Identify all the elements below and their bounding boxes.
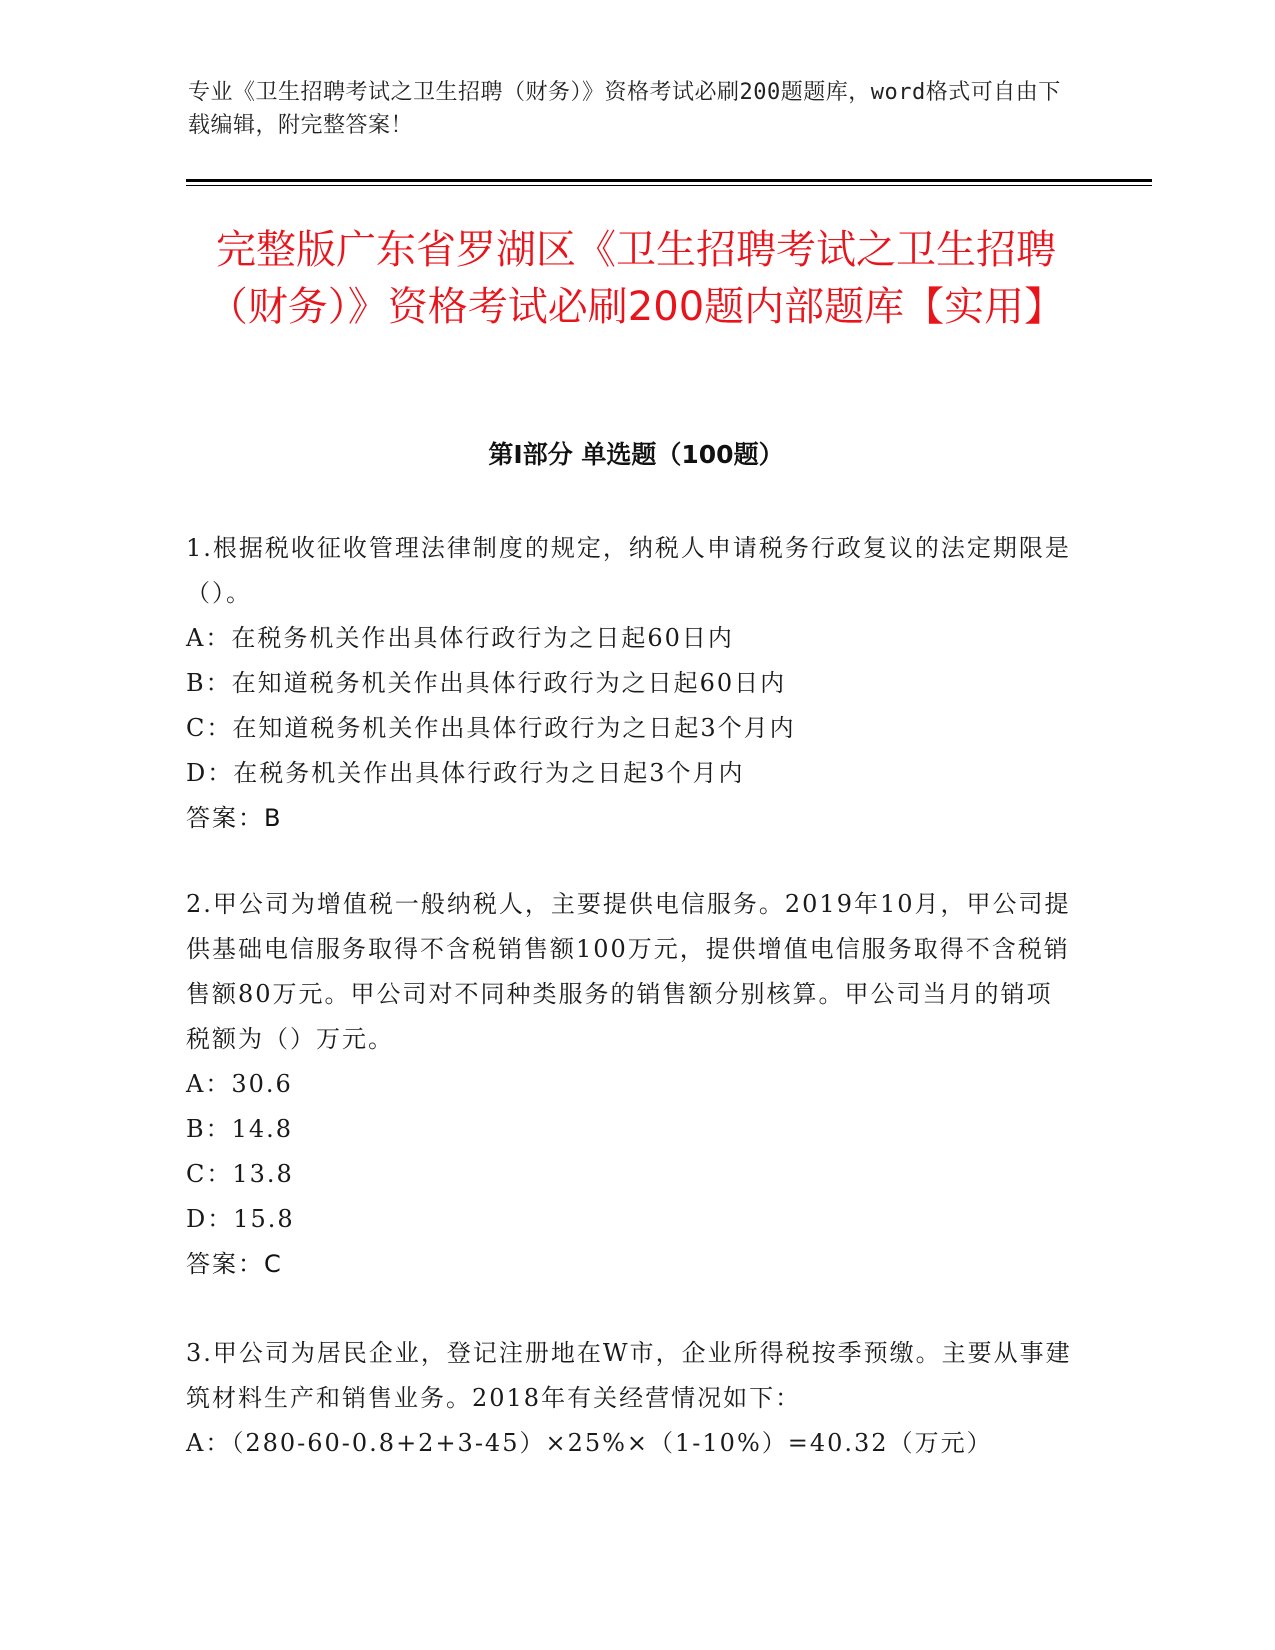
answer: 答案：B bbox=[186, 804, 283, 832]
header-note: 专业《卫生招聘考试之卫生招聘（财务）》资格考试必刷200题题库，word格式可自由下载编辑，附完整答案！ bbox=[188, 80, 1061, 138]
question-stem: 3.甲公司为居民企业，登记注册地在W市，企业所得税按季预缴。主要从事建筑材料生产和销售业务。2018年有关经营情况如下： bbox=[186, 1339, 1072, 1412]
option-b: B：14.8 bbox=[186, 1115, 294, 1143]
header-divider-thick bbox=[186, 179, 1152, 182]
option-d: D：在税务机关作出具体行政行为之日起3个月内 bbox=[186, 759, 745, 787]
section-title: 第I部分 单选题（100题） bbox=[488, 440, 784, 469]
header-divider-thin bbox=[186, 185, 1152, 186]
question-2 bbox=[186, 882, 1076, 1287]
document-title: 完整版广东省罗湖区《卫生招聘考试之卫生招聘（财务）》资格考试必刷200题内部题库【实用】 bbox=[207, 227, 1065, 330]
option-c: C：在知道税务机关作出具体行政行为之日起3个月内 bbox=[186, 714, 796, 742]
question-1 bbox=[186, 526, 1076, 841]
option-a: A：（280-60-0.8+2+3-45）×25%×（1-10%）=40.32（万元） bbox=[186, 1429, 993, 1457]
question-stem: 1.根据税收征收管理法律制度的规定，纳税人申请税务行政复议的法定期限是（）。 bbox=[186, 534, 1071, 607]
option-b: B：在知道税务机关作出具体行政行为之日起60日内 bbox=[186, 669, 787, 697]
question-stem: 2.甲公司为增值税一般纳税人，主要提供电信服务。2019年10月，甲公司提供基础电信服务取得不含税销售额100万元，提供增值电信服务取得不含税销售额80万元。甲公司对不同种类服务的销售额分别核算。甲公司当月的销项税额为（）万元。 bbox=[186, 890, 1071, 1053]
question-3 bbox=[186, 1331, 1076, 1466]
option-a: A：在税务机关作出具体行政行为之日起60日内 bbox=[186, 624, 734, 652]
answer: 答案：C bbox=[186, 1250, 283, 1278]
option-d: D：15.8 bbox=[186, 1205, 295, 1233]
option-c: C：13.8 bbox=[186, 1160, 294, 1188]
option-a: A：30.6 bbox=[186, 1070, 293, 1098]
